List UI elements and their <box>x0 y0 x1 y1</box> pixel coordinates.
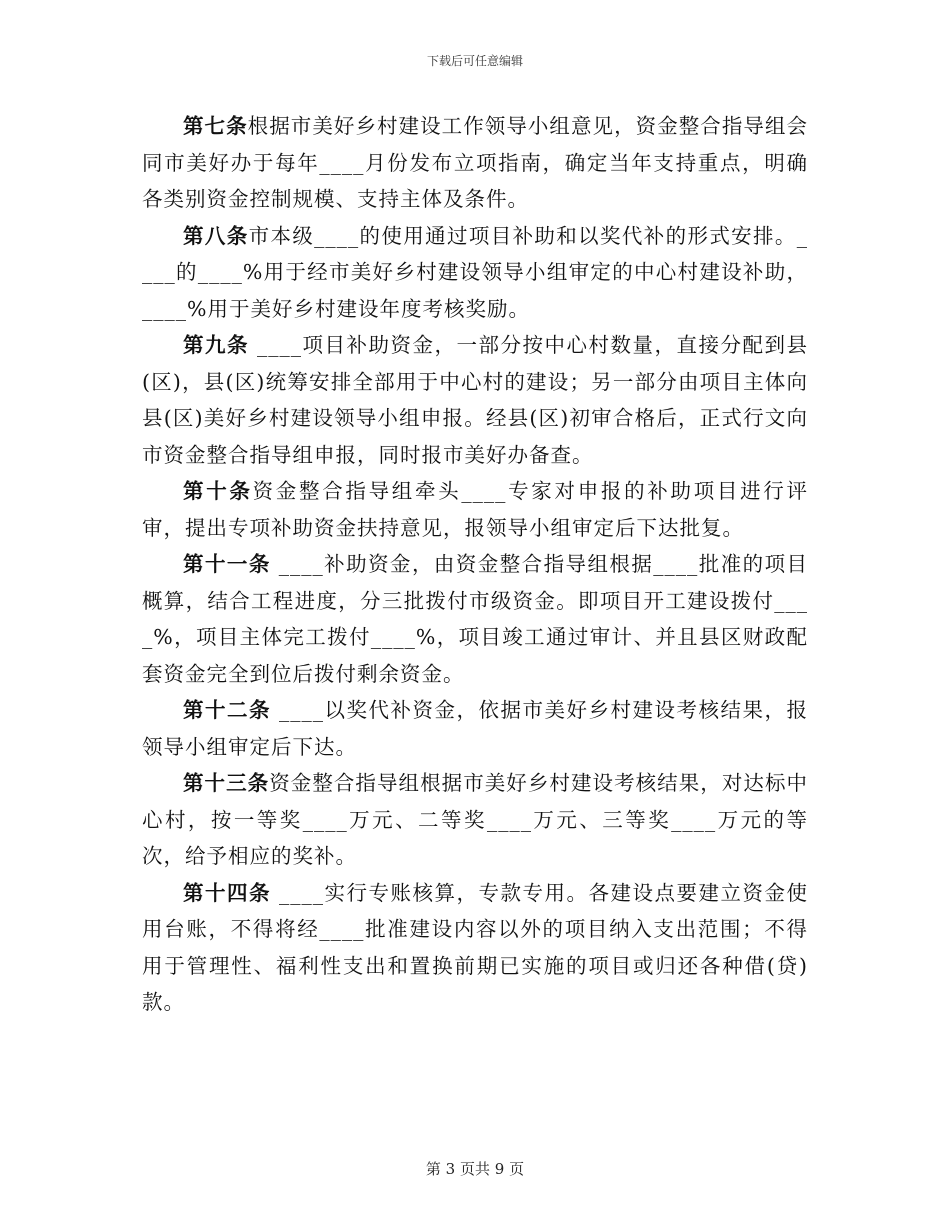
article-14 <box>142 875 808 1021</box>
article-7 <box>142 108 808 218</box>
article-heading: 第十条 <box>183 479 253 503</box>
article-heading: 第七条 <box>183 114 248 138</box>
article-text: ____以奖代补资金，依据市美好乡村建设考核结果，报领导小组审定后下达。 <box>142 698 809 759</box>
article-8 <box>142 218 808 328</box>
article-10 <box>142 473 808 546</box>
article-11 <box>142 546 808 692</box>
article-heading: 第十四条 <box>183 880 271 905</box>
document-body <box>142 108 808 1021</box>
article-heading: 第九条 <box>183 333 249 357</box>
article-text: 资金整合指导组根据市美好乡村建设考核结果，对达标中心村，按一等奖____万元、二等奖____万元、三等奖____万元的等次，给予相应的奖补。 <box>142 771 809 868</box>
article-heading: 第十三条 <box>183 771 270 795</box>
page-header: 下载后可任意编辑 <box>426 54 523 68</box>
article-text: ____项目补助资金，一部分按中心村数量，直接分配到县(区)，县(区)统筹安排全部用于中心村的建设；另一部分由项目主体向县(区)美好乡村建设领导小组申报。经县(区)初审合格后，正式行文向市资金整合指导组申报，同时报市美好办备查。 <box>142 333 809 467</box>
article-text: ____补助资金，由资金整合指导组根据____批准的项目概算，结合工程进度，分三批拨付市级资金。即项目开工建设拨付____%，项目主体完工拨付____%，项目竣工通过审计、并且县区财政配套资金完全到位后拨付剩余资金。 <box>142 552 809 686</box>
article-text: ____实行专账核算，专款专用。各建设点要建立资金使用台账，不得将经____批准建设内容以外的项目纳入支出范围；不得用于管理性、福利性支出和置换前期已实施的项目或归还各种借(贷)款。 <box>142 880 809 1014</box>
article-heading: 第八条 <box>183 223 249 248</box>
article-heading: 第十二条 <box>183 698 271 722</box>
article-text: 市本级____的使用通过项目补助和以奖代补的形式安排。____的____%用于经市美好乡村建设领导小组审定的中心村建设补助，____%用于美好乡村建设年度考核奖励。 <box>142 223 809 321</box>
article-heading: 第十一条 <box>183 552 271 576</box>
article-13 <box>142 765 808 875</box>
article-text: 根据市美好乡村建设工作领导小组意见，资金整合指导组会同市美好办于每年____月份发布立项指南，确定当年支持重点，明确各类别资金控制规模、支持主体及条件。 <box>142 114 809 211</box>
page-number: 第 3 页共 9 页 <box>425 1160 525 1178</box>
article-9 <box>142 327 808 473</box>
article-text: 资金整合指导组牵头____专家对申报的补助项目进行评审，提出专项补助资金扶持意见，报领导小组审定后下达批复。 <box>142 479 809 540</box>
article-12 <box>142 692 808 765</box>
